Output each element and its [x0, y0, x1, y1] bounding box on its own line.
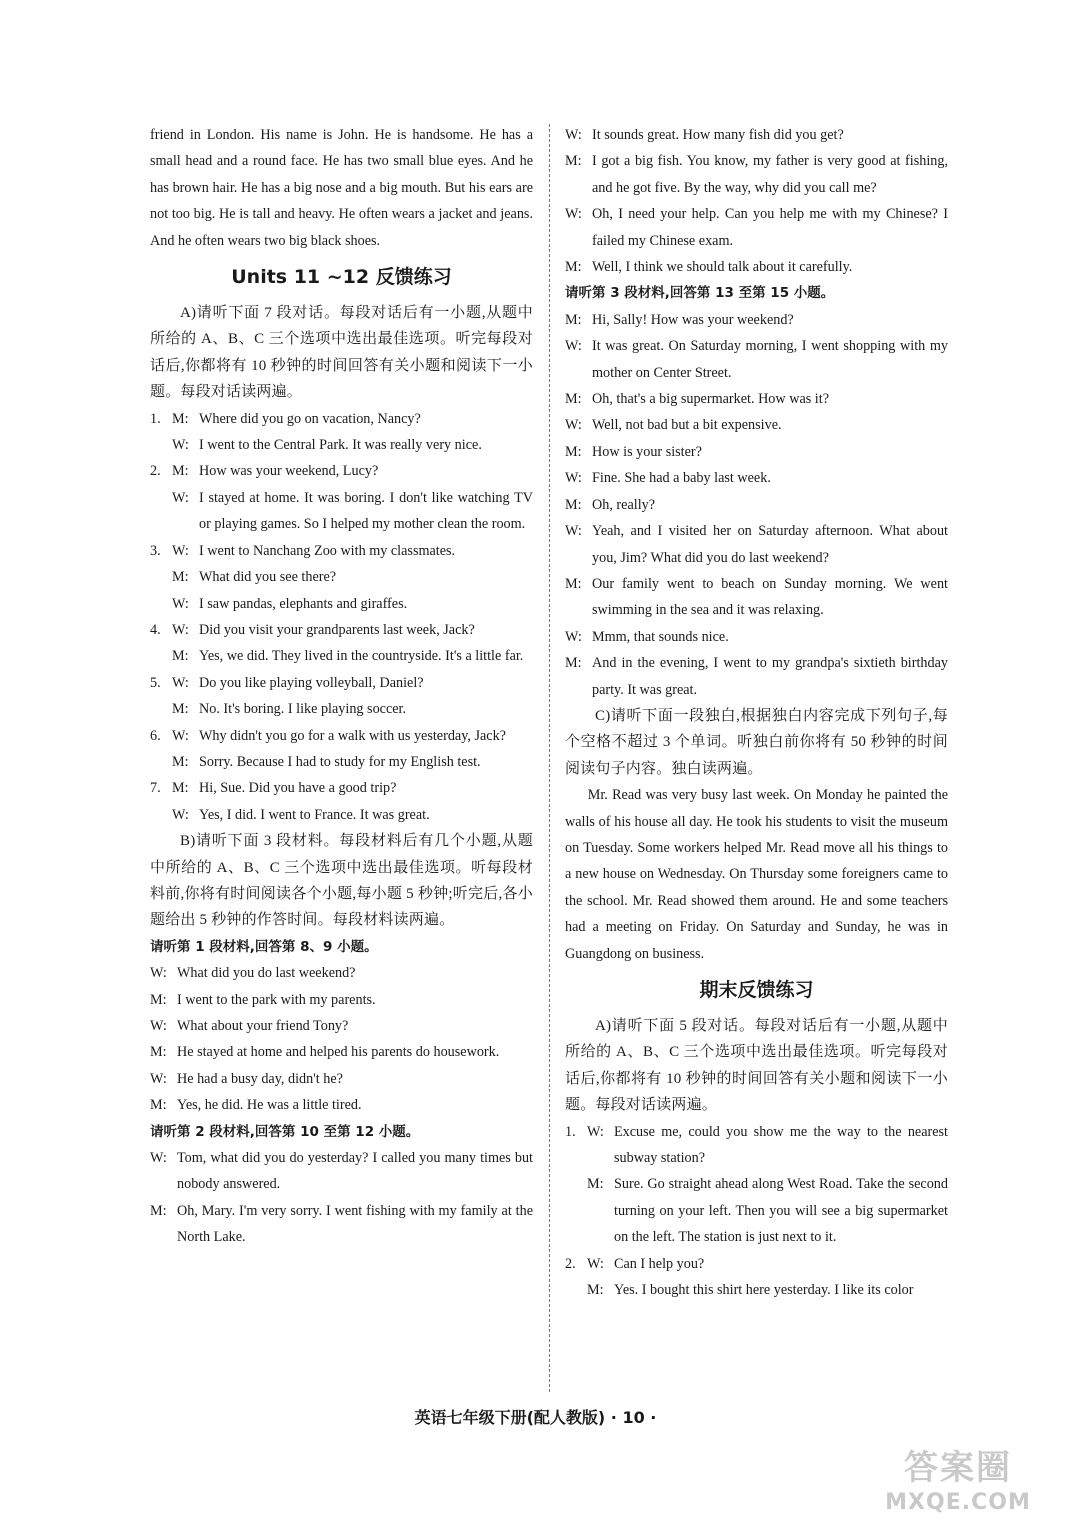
question-number: 5. [150, 674, 161, 691]
speaker-label: M: [565, 496, 582, 513]
speaker-label: W: [172, 437, 189, 454]
speaker-label: M: [172, 410, 189, 427]
dialog-line [150, 1066, 533, 1092]
dialog-line [565, 624, 948, 650]
speaker-label: W: [565, 523, 582, 540]
speaker-label: M: [150, 1202, 167, 1219]
dialog-line [565, 254, 948, 280]
dialog-text: How was your weekend, Lucy? [199, 463, 379, 480]
speaker-label: M: [565, 153, 582, 170]
intro-paragraph: friend in London. His name is John. He is handsome. He has a small head and a round face. He has two small blue eyes. And he has brown hair. He has a big nose and a big mouth. But his ears are not too big. He is tall and heavy. He often wears a jacket and jeans. And he often wears two big black shoes. [150, 127, 533, 249]
dialog-text: Well, I think we should talk about it carefully. [592, 259, 853, 276]
dialog-line [565, 518, 948, 571]
dialog-text: Hi, Sue. Did you have a good trip? [199, 780, 397, 797]
final-part-a-instructions: A)请听下面 5 段对话。每段对话后有一小题,从题中所给的 A、B、C 三个选项中选出最佳选项。听完每段对话后,你都将有 10 秒钟的时间回答有关小题和阅读下一小题。每段对话读两遍。 [565, 1018, 948, 1114]
speaker-label: M: [565, 391, 582, 408]
material-1-title: 请听第 1 段材料,回答第 8、9 小题。 [150, 938, 378, 955]
speaker-label: W: [565, 470, 582, 487]
question-number: 3. [150, 542, 161, 559]
speaker-label: W: [150, 1150, 167, 1167]
dialog-line [565, 201, 948, 254]
question-number: 2. [150, 463, 161, 480]
speaker-label: M: [565, 575, 582, 592]
dialog-text: Fine. She had a baby last week. [592, 470, 771, 487]
speaker-label: M: [565, 311, 582, 328]
dialog-line [150, 802, 533, 828]
dialog-line [565, 439, 948, 465]
dialog-line [150, 1013, 533, 1039]
dialog-line [565, 1251, 948, 1277]
watermark-logo [873, 1446, 1043, 1526]
dialog-text: Yes, I did. I went to France. It was great. [199, 806, 430, 823]
dialog-text: I went to the Central Park. It was really very nice. [199, 437, 482, 454]
dialog-text: It was great. On Saturday morning, I went shopping with my mother on Center Street. [592, 338, 948, 381]
speaker-label: W: [172, 489, 189, 506]
speaker-label: W: [172, 595, 189, 612]
dialog-text: Yes. I bought this shirt here yesterday. I like its color [614, 1282, 914, 1299]
dialog-text: Yeah, and I visited her on Saturday afternoon. What about you, Jim? What did you do last weekend? [592, 523, 948, 566]
speaker-label: M: [565, 443, 582, 460]
dialog-text: I stayed at home. It was boring. I don't like watching TV or playing games. So I helped my mother clean the room. [199, 489, 533, 533]
dialog-text: No. It's boring. I like playing soccer. [199, 701, 407, 718]
dialog-line [565, 571, 948, 624]
dialog-text: Yes, we did. They lived in the countryside. It's a little far. [199, 648, 524, 665]
question-number: 6. [150, 727, 161, 744]
dialog-text: Oh, really? [592, 496, 656, 513]
indent-spacer [150, 432, 172, 458]
speaker-label: W: [565, 338, 582, 355]
speaker-label: M: [150, 1097, 167, 1114]
speaker-label: W: [172, 727, 189, 744]
dialog-text: He had a busy day, didn't he? [177, 1070, 343, 1087]
dialog-text: Hi, Sally! How was your weekend? [592, 311, 794, 328]
speaker-label: W: [172, 806, 189, 823]
dialog-text: It sounds great. How many fish did you get? [592, 127, 844, 143]
speaker-label: W: [150, 1070, 167, 1087]
dialog-text: Mmm, that sounds nice. [592, 628, 729, 645]
dialog-line [150, 538, 533, 564]
speaker-label: W: [565, 628, 582, 645]
dialog-line [150, 960, 533, 986]
speaker-label: M: [172, 701, 189, 718]
speaker-label: M: [587, 1282, 604, 1299]
indent-spacer [150, 485, 172, 538]
page-footer: 英语七年级下册(配人教版) · 10 · [414, 1408, 657, 1427]
dialog-text: Do you like playing volleyball, Daniel? [199, 674, 424, 691]
dialog-text: Oh, Mary. I'm very sorry. I went fishing with my family at the North Lake. [177, 1202, 533, 1246]
question-number: 4. [150, 621, 161, 638]
speaker-label: W: [587, 1255, 604, 1272]
dialog-line [565, 1119, 948, 1172]
dialog-line [150, 775, 533, 801]
dialog-line [150, 749, 533, 775]
dialog-line [150, 406, 533, 432]
indent-spacer [150, 643, 172, 669]
dialog-line [150, 617, 533, 643]
indent-spacer [150, 564, 172, 590]
dialog-text: Sorry. Because I had to study for my English test. [199, 753, 481, 770]
dialog-text: Yes, he did. He was a little tired. [177, 1097, 362, 1114]
dialog-line [150, 1145, 533, 1198]
dialog-line [565, 412, 948, 438]
question-number: 7. [150, 780, 161, 797]
dialog-line [565, 333, 948, 386]
dialog-text: Why didn't you go for a walk with us yesterday, Jack? [199, 727, 506, 744]
dialog-line [150, 723, 533, 749]
dialog-line [150, 1039, 533, 1065]
dialog-line [565, 465, 948, 491]
dialog-line [150, 1092, 533, 1118]
dialog-text: How is your sister? [592, 443, 702, 460]
speaker-label: W: [587, 1123, 604, 1140]
speaker-label: M: [172, 463, 189, 480]
section-title-units: Units 11 ~12 反馈练习 [231, 266, 452, 289]
indent-spacer [565, 1277, 587, 1303]
monologue-text: Mr. Read was very busy last week. On Monday he painted the walls of his house all day. He took his students to visit the museum on Tuesday. Some workers helped Mr. Read move all his things to a new house on Wednesday. On Thursday some foreigners came to the school. Mr. Read showed them around. He and some teachers had a meeting on Friday. On Saturday and Sunday, he was in Guangdong on business. [565, 787, 948, 962]
left-column [150, 122, 533, 1251]
speaker-label: M: [172, 753, 189, 770]
dialog-text: Excuse me, could you show me the way to the nearest subway station? [614, 1123, 948, 1167]
speaker-label: M: [172, 780, 189, 797]
material-3-title: 请听第 3 段材料,回答第 13 至第 15 小题。 [565, 285, 835, 302]
question-number: 1. [565, 1123, 576, 1140]
speaker-label: M: [172, 569, 189, 586]
indent-spacer [150, 749, 172, 775]
speaker-label: W: [150, 965, 167, 982]
column-divider [549, 124, 550, 1392]
speaker-label: W: [172, 542, 189, 559]
dialog-text: Oh, that's a big supermarket. How was it? [592, 391, 829, 408]
dialog-line [565, 122, 948, 148]
dialog-line [150, 696, 533, 722]
dialog-text: Did you visit your grandparents last week, Jack? [199, 621, 475, 638]
dialog-line [150, 564, 533, 590]
indent-spacer [150, 591, 172, 617]
dialog-text: Where did you go on vacation, Nancy? [199, 410, 421, 427]
dialog-line [150, 458, 533, 484]
dialog-line [150, 987, 533, 1013]
material-2-title: 请听第 2 段材料,回答第 10 至第 12 小题。 [150, 1123, 420, 1140]
section-title-final: 期末反馈练习 [699, 979, 814, 1001]
dialog-line [150, 432, 533, 458]
dialog-text: Can I help you? [614, 1255, 705, 1272]
part-a-instructions: A)请听下面 7 段对话。每段对话后有一小题,从题中所给的 A、B、C 三个选项中选出最佳选项。听完每段对话后,你都将有 10 秒钟的时间回答有关小题和阅读下一小题。每段对话读两遍。 [150, 305, 533, 401]
speaker-label: M: [172, 648, 189, 665]
dialog-text: Oh, I need your help. Can you help me with my Chinese? I failed my Chinese exam. [592, 206, 948, 249]
dialog-text: Our family went to beach on Sunday morning. We went swimming in the sea and it was relaxing. [592, 575, 948, 619]
indent-spacer [150, 696, 172, 722]
dialog-line [150, 591, 533, 617]
speaker-label: M: [565, 655, 582, 672]
speaker-label: W: [565, 417, 582, 434]
dialog-text: What about your friend Tony? [177, 1018, 349, 1034]
speaker-label: W: [172, 674, 189, 691]
speaker-label: W: [172, 621, 189, 638]
dialog-line [565, 148, 948, 201]
dialog-line [150, 643, 533, 669]
dialog-text: Well, not bad but a bit expensive. [592, 417, 782, 434]
dialog-line [565, 307, 948, 333]
dialog-text: I went to the park with my parents. [177, 991, 376, 1008]
dialog-line [150, 1198, 533, 1251]
speaker-label: M: [587, 1176, 604, 1193]
dialog-line [565, 1171, 948, 1250]
speaker-label: M: [565, 259, 582, 276]
dialog-text: Sure. Go straight ahead along West Road. Take the second turning on your left. Then you will see a big supermarket on the left. The station is just next to it. [614, 1176, 948, 1246]
indent-spacer [565, 1171, 587, 1250]
dialog-text: I got a big fish. You know, my father is very good at fishing, and he got five. By the way, why did you call me? [592, 153, 948, 196]
dialog-text: What did you see there? [199, 569, 337, 586]
dialog-line [565, 1277, 948, 1303]
dialog-text: He stayed at home and helped his parents do housework. [177, 1044, 500, 1061]
speaker-label: M: [150, 991, 167, 1008]
speaker-label: W: [565, 206, 582, 223]
dialog-line [565, 386, 948, 412]
dialog-text: I saw pandas, elephants and giraffes. [199, 595, 408, 612]
dialog-line [565, 492, 948, 518]
dialog-text: What did you do last weekend? [177, 965, 356, 982]
question-number: 2. [565, 1255, 576, 1272]
dialog-text: And in the evening, I went to my grandpa's sixtieth birthday party. It was great. [592, 655, 948, 698]
dialog-text: I went to Nanchang Zoo with my classmates. [199, 542, 456, 559]
dialog-line [150, 670, 533, 696]
speaker-label: W: [150, 1018, 167, 1034]
question-number: 1. [150, 410, 161, 427]
dialog-line [565, 650, 948, 703]
dialog-line [150, 485, 533, 538]
part-c-instructions: C)请听下面一段独白,根据独白内容完成下列句子,每个空格不超过 3 个单词。听独白前你将有 50 秒钟的时间阅读句子内容。独白读两遍。 [565, 707, 948, 777]
speaker-label: M: [150, 1044, 167, 1061]
part-b-instructions: B)请听下面 3 段材料。每段材料后有几个小题,从题中所给的 A、B、C 三个选项中选出最佳选项。听每段材料前,你将有时间阅读各个小题,每小题 5 秒钟;听完后,各小题给出 5 秒钟的作答时间。每段材料读两遍。 [150, 833, 533, 929]
watermark-text-url: MXQE.COM [885, 1490, 1031, 1515]
watermark-text-main: 答案圈 [904, 1448, 1012, 1488]
indent-spacer [150, 802, 172, 828]
right-column [565, 122, 948, 1303]
speaker-label: W: [565, 127, 582, 143]
dialog-text: Tom, what did you do yesterday? I called you many times but nobody answered. [177, 1150, 533, 1193]
